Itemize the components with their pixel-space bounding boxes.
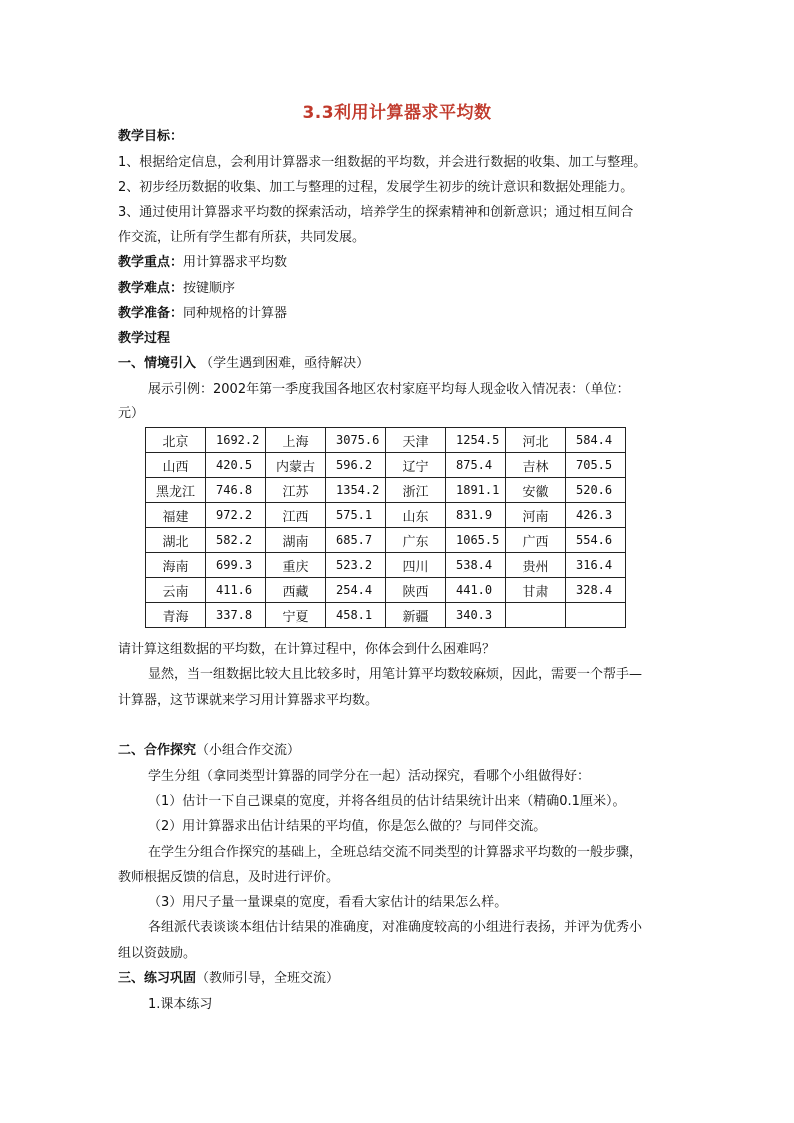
paragraph-1-line-1: 显然，当一组数据比较大且比较多时，用笔计算平均数较麻烦，因此，需要一个帮手—: [148, 667, 643, 682]
income-cell: 972.2: [206, 503, 266, 528]
document-title: 3.3利用计算器求平均数: [302, 103, 492, 123]
preparation-value: 同种规格的计算器: [183, 306, 288, 321]
income-cell: 538.4: [446, 553, 506, 578]
objective-item-3: 3、通过使用计算器求平均数的探索活动，培养学生的探索精神和创新意识；通过相互间合: [118, 205, 634, 220]
key-point: [118, 254, 287, 272]
region-cell: 宁夏: [266, 603, 326, 628]
region-cell: 陕西: [386, 578, 446, 603]
table-row: [146, 553, 626, 578]
income-cell: 254.4: [326, 578, 386, 603]
objective-item-2: 2、初步经历数据的收集、加工与整理的过程，发展学生初步的统计意识和数据处理能力。: [118, 180, 634, 195]
income-cell: 699.3: [206, 553, 266, 578]
income-table-body: [146, 428, 626, 628]
income-cell: 705.5: [566, 453, 626, 478]
region-cell: 湖南: [266, 528, 326, 553]
region-cell: 山东: [386, 503, 446, 528]
region-cell: 海南: [146, 553, 206, 578]
income-cell: 584.4: [566, 428, 626, 453]
table-row: [146, 453, 626, 478]
income-cell: 520.6: [566, 478, 626, 503]
region-cell: 广西: [506, 528, 566, 553]
section3-note: （教师引导，全班交流）: [196, 971, 340, 986]
region-cell: 西藏: [266, 578, 326, 603]
income-cell: 596.2: [326, 453, 386, 478]
difficulty-label: 教学难点：: [118, 281, 184, 296]
region-cell: 浙江: [386, 478, 446, 503]
objective-item-3-cont: 作交流，让所有学生都有所获，共同发展。: [118, 230, 366, 245]
section2-line-6: （3）用尺子量一量课桌的宽度，看看大家估计的结果怎么样。: [148, 895, 508, 910]
region-cell: 云南: [146, 578, 206, 603]
objective-item-1: 1、根据给定信息，会利用计算器求一组数据的平均数，并会进行数据的收集、加工与整理。: [118, 155, 647, 170]
region-cell: 吉林: [506, 453, 566, 478]
preparation-label: 教学准备：: [118, 306, 184, 321]
difficulty-value: 按键顺序: [183, 281, 236, 296]
income-cell: 1254.5: [446, 428, 506, 453]
region-cell: 湖北: [146, 528, 206, 553]
section3-heading: 三、练习巩固: [118, 971, 197, 986]
key-point-value: 用计算器求平均数: [183, 255, 288, 270]
section1-heading: 一、情境引入: [118, 356, 197, 371]
income-cell: 831.9: [446, 503, 506, 528]
income-cell: 420.5: [206, 453, 266, 478]
income-cell: 441.0: [446, 578, 506, 603]
table-row: [146, 528, 626, 553]
region-cell: 上海: [266, 428, 326, 453]
section2-heading: 二、合作探究: [118, 743, 197, 758]
section2-line-4: 在学生分组合作探究的基础上，全班总结交流不同类型的计算器求平均数的一般步骤，: [148, 845, 643, 860]
section2-line-3: （2）用计算器求出估计结果的平均值，你是怎么做的？与同伴交流。: [148, 819, 547, 834]
section2-heading-line: [118, 742, 300, 760]
income-cell: 746.8: [206, 478, 266, 503]
section2-line-5: 教师根据反馈的信息，及时进行评价。: [118, 870, 340, 885]
section2-note: （小组合作交流）: [196, 743, 301, 758]
preparation: [118, 305, 287, 323]
region-cell: 北京: [146, 428, 206, 453]
objectives-heading: 教学目标：: [118, 129, 184, 144]
income-cell: 582.2: [206, 528, 266, 553]
region-cell: 河南: [506, 503, 566, 528]
income-cell: 685.7: [326, 528, 386, 553]
income-cell: 1065.5: [446, 528, 506, 553]
income-cell: 328.4: [566, 578, 626, 603]
region-cell: 江西: [266, 503, 326, 528]
income-cell: 458.1: [326, 603, 386, 628]
region-cell: 重庆: [266, 553, 326, 578]
region-cell: 天津: [386, 428, 446, 453]
difficulty: [118, 280, 235, 298]
region-cell: 江苏: [266, 478, 326, 503]
income-cell: [566, 603, 626, 628]
income-cell: 411.6: [206, 578, 266, 603]
table-question: 请计算这组数据的平均数，在计算过程中，你体会到什么困难吗？: [118, 642, 496, 657]
section2-line-1: 学生分组（拿同类型计算器的同学分在一起）活动探究，看哪个小组做得好：: [148, 769, 591, 784]
table-row: [146, 478, 626, 503]
income-cell: 523.2: [326, 553, 386, 578]
income-cell: 875.4: [446, 453, 506, 478]
income-cell: 340.3: [446, 603, 506, 628]
section1-note: （学生遇到困难，亟待解决）: [200, 356, 370, 371]
key-point-label: 教学重点：: [118, 255, 184, 270]
region-cell: 广东: [386, 528, 446, 553]
region-cell: 内蒙古: [266, 453, 326, 478]
section3-item-1: 1.课本练习: [148, 997, 213, 1012]
income-cell: 575.1: [326, 503, 386, 528]
region-cell: [506, 603, 566, 628]
region-cell: 山西: [146, 453, 206, 478]
income-cell: 554.6: [566, 528, 626, 553]
income-cell: 1354.2: [326, 478, 386, 503]
section1-intro-1: 展示引例：2002年第一季度我国各地区农村家庭平均每人现金收入情况表：（单位：: [148, 382, 630, 397]
section1-intro-2: 元）: [118, 406, 145, 421]
region-cell: 河北: [506, 428, 566, 453]
section1-heading-line: [118, 355, 369, 373]
region-cell: 辽宁: [386, 453, 446, 478]
table-row: [146, 603, 626, 628]
section2-line-2: （1）估计一下自己课桌的宽度，并将各组员的估计结果统计出来（精确0.1厘米）。: [148, 794, 626, 809]
table-row: [146, 578, 626, 603]
income-cell: 337.8: [206, 603, 266, 628]
income-table: [145, 427, 626, 628]
income-cell: 1692.2: [206, 428, 266, 453]
region-cell: 福建: [146, 503, 206, 528]
paragraph-1-line-2: 计算器，这节课就来学习用计算器求平均数。: [118, 693, 379, 708]
process-heading: 教学过程: [118, 331, 171, 346]
region-cell: 新疆: [386, 603, 446, 628]
region-cell: 安徽: [506, 478, 566, 503]
section3-heading-line: [118, 970, 339, 988]
region-cell: 四川: [386, 553, 446, 578]
income-cell: 3075.6: [326, 428, 386, 453]
region-cell: 黑龙江: [146, 478, 206, 503]
region-cell: 贵州: [506, 553, 566, 578]
table-row: [146, 503, 626, 528]
region-cell: 青海: [146, 603, 206, 628]
section2-line-7: 各组派代表谈谈本组估计结果的准确度，对准确度较高的小组进行表扬，并评为优秀小: [148, 920, 643, 935]
income-cell: 426.3: [566, 503, 626, 528]
section2-line-8: 组以资鼓励。: [118, 946, 197, 961]
income-cell: 1891.1: [446, 478, 506, 503]
region-cell: 甘肃: [506, 578, 566, 603]
table-row: [146, 428, 626, 453]
income-cell: 316.4: [566, 553, 626, 578]
